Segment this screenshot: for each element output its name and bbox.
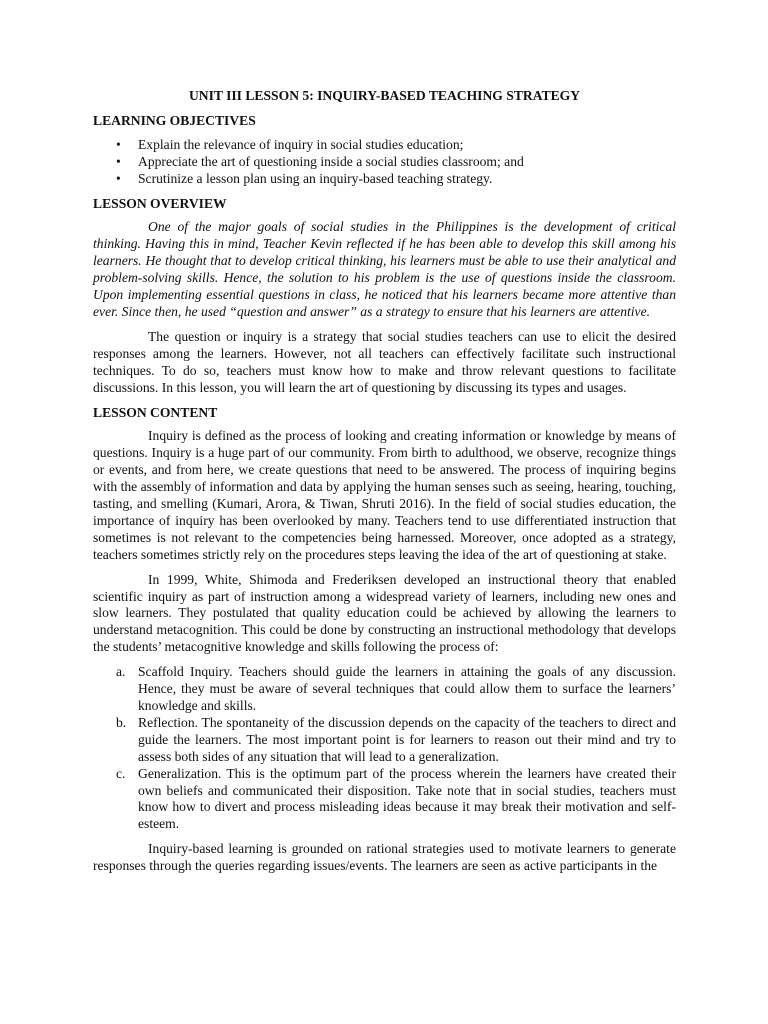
process-list-item <box>93 715 676 766</box>
lesson-content-heading: LESSON CONTENT <box>93 404 218 420</box>
objective-item <box>93 154 676 171</box>
lesson-overview-heading: LESSON OVERVIEW <box>93 195 227 211</box>
process-item-text: Reflection. The spontaneity of the discussion depends on the capacity of the teachers to direct and guide the learners. The most important point is for learners to reason out their mind and try to assess both sides of any situation that will lead to a generalization. <box>138 714 676 764</box>
process-item-text: Scaffold Inquiry. Teachers should guide the learners in attaining the goals of any discussion. Hence, they must be aware of several techniques that could allow them to surface the learners’ knowledge and skills. <box>138 664 676 713</box>
content-paragraph: Inquiry is defined as the process of looking and creating information or knowledge by means of questions. Inquiry is a huge part of our community. From birth to adulthood, we observe, recognize things or events, and from here, we create questions that need to be answered. The process of inquiring begins with the assembly of information and data by applying the human senses such as seeing, hearing, touching, tasting, and smelling (Kumari, Arora, & Tiwan, Shruti 2016). In the field of social studies education, the importance of inquiry has been overlooked by many. Teachers tend to use differentiated instruction that sometimes is not relevant to the competencies being harnessed. Moreover, once adopted as a strategy, teachers sometimes strictly rely on the procedures steps leaving the idea of the art of questioning at stake. <box>93 428 676 562</box>
process-list-item <box>93 766 676 834</box>
overview-paragraph: The question or inquiry is a strategy that social studies teachers can use to elicit the desired responses among the learners. However, not all teachers can effectively facilitate such instructional techniques. To do so, teachers must know how to make and throw relevant questions to facilitate discussions. In this lesson, you will learn the art of questioning by discussing its types and usages. <box>93 328 676 395</box>
learning-objectives-list <box>93 137 676 188</box>
list-marker: b. <box>116 714 127 730</box>
objective-text: Appreciate the art of questioning inside a social studies classroom; and <box>138 153 524 169</box>
overview-paragraph: One of the major goals of social studies in the Philippines is the development of critical thinking. Having this in mind, Teacher Kevin reflected if he has been able to develop this skill among his learners. He thought that to develop critical thinking, his learners must be able to use their analytical and problem-solving skills. Hence, the solution to his problem is the use of questions inside the classroom. Upon implementing essential questions in class, he noticed that his learners became more attentive than ever. Since then, he used “question and answer” as a strategy to ensure that his learners are attentive. <box>93 219 676 319</box>
learning-objectives-heading: LEARNING OBJECTIVES <box>93 112 256 128</box>
closing-paragraph: Inquiry-based learning is grounded on rational strategies used to motivate learners to generate responses through the queries regarding issues/events. The learners are seen as active participants in the <box>93 841 676 874</box>
content-paragraph: In 1999, White, Shimoda and Frederiksen developed an instructional theory that enabled scientific inquiry as part of instruction among a widespread variety of learners, including new ones and slow learners. They postulated that quality education could be achieved by allowing the learners to understand metacognition. This could be done by constructing an instructional methodology that develops the students’ metacognitive knowledge and skills following the process of: <box>93 571 676 655</box>
list-marker: a. <box>116 664 126 680</box>
process-list-item <box>93 664 676 715</box>
bullet-icon: • <box>116 136 121 152</box>
objective-text: Scrutinize a lesson plan using an inquiry-based teaching strategy. <box>138 170 493 186</box>
objective-item <box>93 137 676 154</box>
page-title: UNIT III LESSON 5: INQUIRY-BASED TEACHING STRATEGY <box>188 88 581 103</box>
objective-item <box>93 171 676 188</box>
objective-text: Explain the relevance of inquiry in social studies education; <box>138 136 464 152</box>
list-marker: c. <box>116 765 126 781</box>
bullet-icon: • <box>116 170 121 186</box>
process-list <box>93 664 676 833</box>
process-item-text: Generalization. This is the optimum part of the process wherein the learners have created their own beliefs and communicated their disposition. Take note that in social studies, teachers must know how to divert and process misleading ideas because it may break their motivation and self-esteem. <box>138 765 676 832</box>
bullet-icon: • <box>116 153 121 169</box>
